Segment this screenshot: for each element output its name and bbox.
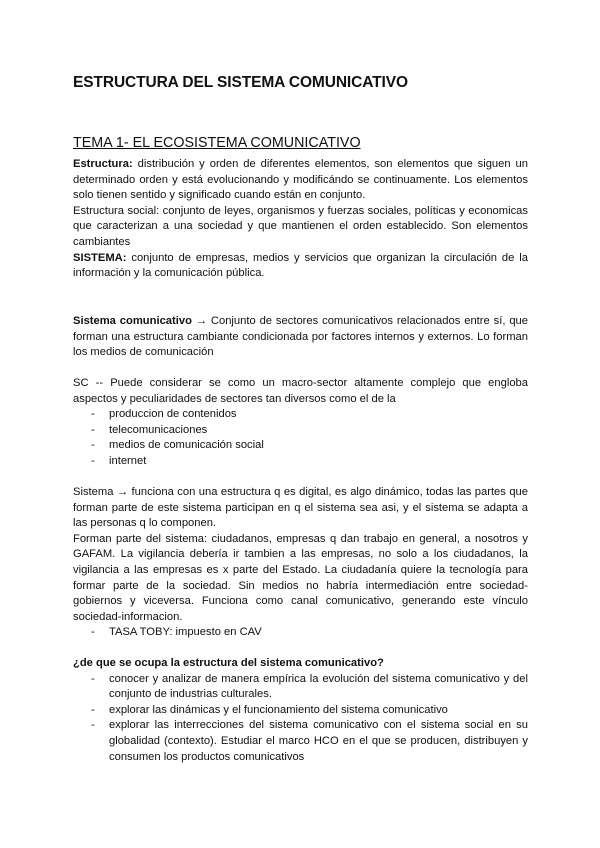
sistema-digital-paragraph: Sistema → funciona con una estructura q es digital, es algo dinámico, todas las partes que forman parte de este sistema participan en q el sistema sea asi, y el sistema se adapta a las personas q lo componen. [73,486,528,530]
list-item: - produccion de contenidos [73,407,528,423]
sistema-comunicativo-label: Sistema comunicativo [73,315,192,327]
estructura-social-paragraph: Estructura social: conjunto de leyes, organismos y fuerzas sociales, políticas y economicas que caracterizan a una sociedad y que mantienen el orden establecido. Son elementos cambiantes [73,204,528,248]
sistema-label: SISTEMA: [73,251,127,264]
list-item: - internet [73,454,528,470]
sistema-paragraph [73,251,528,282]
list-item: - TASA TOBY: impuesto en CAV [73,625,528,641]
list-item: - telecomunicaciones [73,423,528,439]
sc-block [73,376,528,470]
sistema-comunicativo-text: → Conjunto de sectores comunicativos relacionados entre sí, que forman una estructura cambiante condicionada por factores internos y externos. Lo forman los medios de comunicación [73,315,528,359]
sc-paragraph: SC -- Puede considerar se como un macro-sector altamente complejo que engloba aspectos y peculiaridades de sectores tan diversos como el de la [73,377,528,405]
pregunta-heading [73,656,528,672]
tasa-list [73,625,528,641]
document-title: ESTRUCTURA DEL SISTEMA COMUNICATIVO [73,74,408,91]
list-item: - explorar las dinámicas y el funcionamiento del sistema comunicativo [73,703,528,719]
sc-list [73,407,528,469]
list-item: - explorar las interrecciones del sistema comunicativo con el sistema social en su globalidad (contexto). Estudiar el marco HCO en el que se producen, distribuyen y consumen los productos comunicativos [73,718,528,765]
objetivos-list [73,672,528,766]
list-item: - medios de comunicación social [73,438,528,454]
pregunta-block [73,656,528,765]
sistema-digital-block [73,485,528,641]
sistema-text: conjunto de empresas, medios y servicios que organizan la circulación de la información y la comunicación pública. [73,251,528,280]
estructura-paragraph [73,157,528,204]
estructura-label: Estructura: [73,158,133,170]
definitions-block [73,157,528,282]
estructura-text: distribución y orden de diferentes elementos, son elementos que siguen un determinado orden y está evolucionando y modificándo se continuamente. Los elementos solo tienen sentido y significado cuando están en conjunto. [73,158,528,202]
sistema-comunicativo-paragraph [73,314,528,361]
sistema-comunicativo-block [73,314,528,361]
pregunta-text: ¿de que se ocupa la estructura del sistema comunicativo? [73,657,384,669]
section-heading: TEMA 1- EL ECOSISTEMA COMUNICATIVO [73,135,361,151]
list-item: - conocer y analizar de manera empírica la evolución del sistema comunicativo y del conjunto de industrias culturales. [73,672,528,703]
forman-parte-paragraph: Forman parte del sistema: ciudadanos, empresas q dan trabajo en general, a nosotros y GAFAM. La vigilancia debería ir tambien a las empresas, no solo a los ciudadanos, la vigilancia a las empresas es x parte del Estado. La ciudadanía quiere la tecnología para formar parte de la sociedad. Sin medios no habría intermediación entre sociedad- gobiernos y viceversa. Funciona como canal comunicativo, generando este vínculo sociedad-informacion. [73,532,528,623]
